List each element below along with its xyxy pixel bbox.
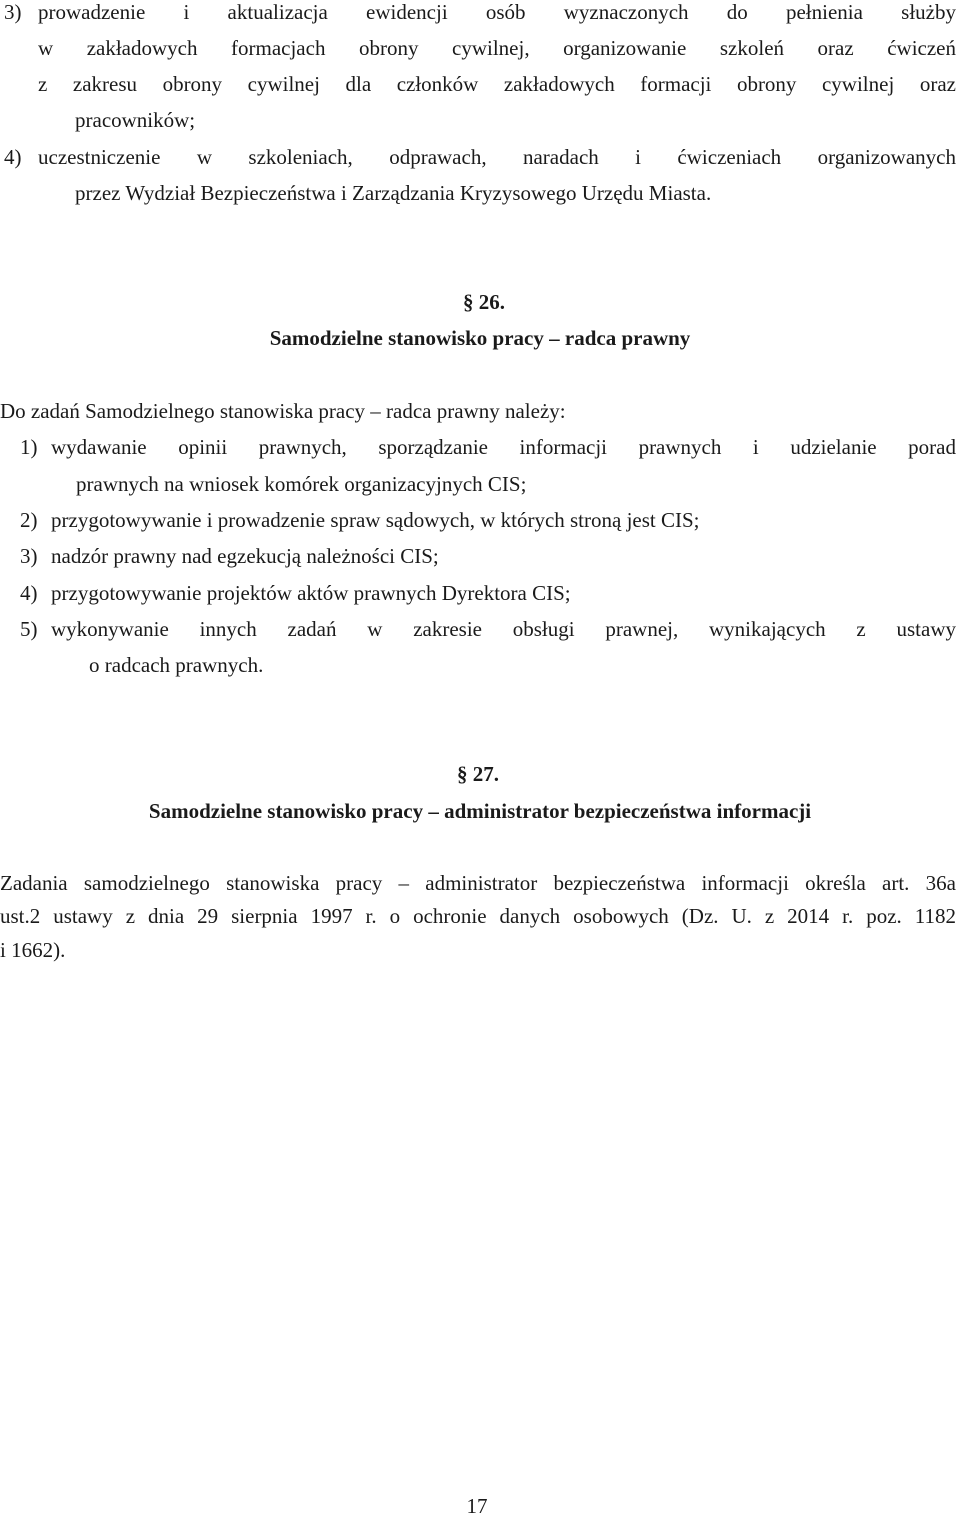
list-item-number: 1) — [20, 435, 38, 459]
list-item-text: przygotowywanie projektów aktów prawnych Dyrektora CIS; — [51, 581, 571, 605]
paragraph-text: Zadania samodzielnego stanowiska pracy – administrator bezpieczeństwa informacji określa art. 36a — [0, 871, 956, 895]
list-item-number: 3) — [20, 544, 38, 568]
list-item-number: 3) — [4, 0, 22, 24]
list-item-text: prawnych na wniosek komórek organizacyjnych CIS; — [76, 472, 527, 496]
list-item-text: przygotowywanie i prowadzenie spraw sądowych, w których stroną jest CIS; — [51, 508, 700, 532]
list-item-text: prowadzenie i aktualizacja ewidencji osób wyznaczonych do pełnienia służby — [38, 0, 956, 24]
section-title: Samodzielne stanowisko pracy – administrator bezpieczeństwa informacji — [148, 799, 812, 823]
section-title: Samodzielne stanowisko pracy – radca prawny — [269, 326, 691, 350]
list-item-text: przez Wydział Bezpieczeństwa i Zarządzania Kryzysowego Urzędu Miasta. — [75, 181, 712, 205]
list-item-text: z zakresu obrony cywilnej dla członków zakładowych formacji obrony cywilnej oraz — [38, 72, 956, 96]
list-item-number: 5) — [20, 617, 38, 641]
list-item-text: o radcach prawnych. — [89, 653, 264, 677]
list-item-number: 2) — [20, 508, 38, 532]
list-item-text: pracowników; — [75, 108, 196, 132]
list-item-number: 4) — [20, 581, 38, 605]
list-item-number: 4) — [4, 145, 22, 169]
paragraph-text: i 1662). — [0, 938, 66, 962]
section-number: § 26. — [463, 290, 505, 314]
section-intro: Do zadań Samodzielnego stanowiska pracy – radca prawny należy: — [0, 399, 566, 423]
list-item-text: wydawanie opinii prawnych, sporządzanie informacji prawnych i udzielanie porad — [51, 435, 956, 459]
paragraph-text: ust.2 ustawy z dnia 29 sierpnia 1997 r. o ochronie danych osobowych (Dz. U. z 2014 r. poz. 1182 — [0, 904, 956, 928]
list-item-text: uczestniczenie w szkoleniach, odprawach, naradach i ćwiczeniach organizowanych — [38, 145, 956, 169]
section-number: § 27. — [457, 762, 499, 786]
list-item-text: w zakładowych formacjach obrony cywilnej, organizowanie szkoleń oraz ćwiczeń — [38, 36, 956, 60]
list-item-text: nadzór prawny nad egzekucją należności CIS; — [51, 544, 439, 568]
page-number: 17 — [466, 1494, 488, 1518]
list-item-text: wykonywanie innych zadań w zakresie obsługi prawnej, wynikających z ustawy — [51, 617, 956, 641]
